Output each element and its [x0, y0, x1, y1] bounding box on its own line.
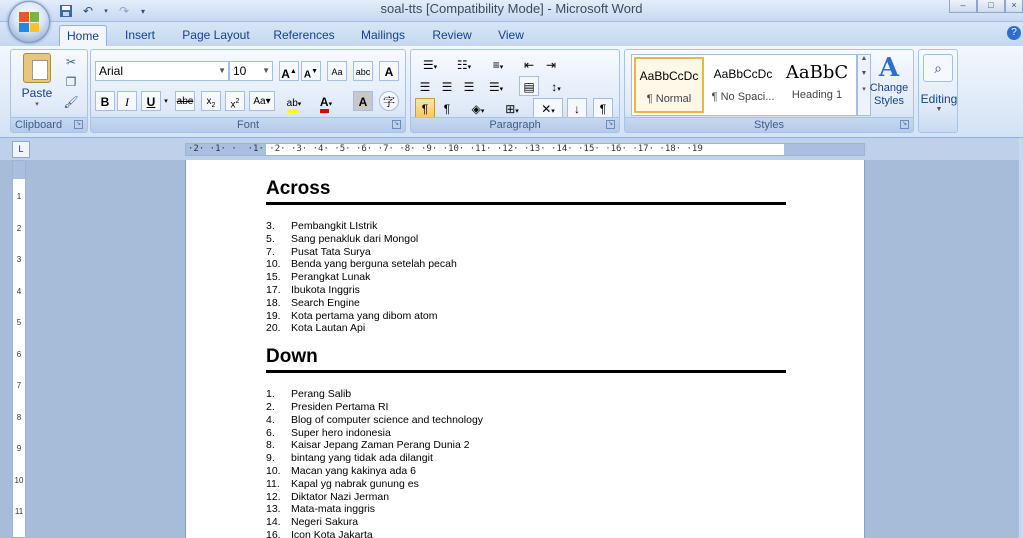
- vertical-scrollbar[interactable]: [1019, 138, 1023, 538]
- clue-text: Sang penakluk dari Mongol: [291, 232, 419, 245]
- chevron-down-icon[interactable]: ▼: [860, 70, 868, 77]
- clue-number: 16.: [266, 528, 281, 538]
- clue-number: 5.: [266, 232, 275, 245]
- maximize-button[interactable]: □: [977, 0, 1005, 13]
- more-styles-icon[interactable]: ▾: [862, 86, 866, 93]
- font-launcher-icon[interactable]: ↘: [393, 121, 400, 127]
- vertical-ruler-number: 4: [16, 286, 22, 296]
- superscript-button[interactable]: $x^2$: [225, 91, 245, 111]
- tab-home[interactable]: Home: [59, 25, 107, 46]
- cut-icon[interactable]: ✂: [65, 55, 77, 69]
- clue-number: 2.: [266, 400, 275, 413]
- style-normal[interactable]: [634, 57, 704, 113]
- styles-group-label: Styles: [625, 117, 913, 132]
- ruler-numbers: ·2· ·1· · ·1· ·2· ·3· ·4· ·5· ·6· ·7· ·8· ·9· ·10· ·11· ·12· ·13· ·14· ·15· ·16· ·17· ·18· ·19: [188, 144, 703, 154]
- clue-text: Kapal yg nabrak gunung es: [291, 477, 419, 490]
- numbering-icon[interactable]: ☷▾: [456, 58, 472, 72]
- bold-button[interactable]: B: [95, 91, 115, 111]
- justify-icon[interactable]: ☰▾: [488, 80, 504, 94]
- vertical-ruler-number: 10: [14, 475, 24, 485]
- window-controls: [949, 0, 1023, 13]
- clue-text: bintang yang tidak ada dilangit: [291, 452, 433, 465]
- style-no-spacing[interactable]: [708, 57, 778, 113]
- align-center-icon[interactable]: ☰: [441, 80, 453, 94]
- list-item: [266, 491, 786, 504]
- style-name: Heading 1: [791, 89, 843, 101]
- ltr-direction-icon[interactable]: ¶: [415, 98, 435, 118]
- paste-label: Paste: [21, 86, 53, 100]
- phonetic-guide-icon[interactable]: abc: [353, 61, 373, 81]
- clue-text: Negeri Sakura: [291, 516, 359, 529]
- style-sample: AaBbCcDc: [713, 67, 773, 81]
- align-right-icon[interactable]: ☰: [463, 80, 475, 94]
- clue-number: 19.: [266, 309, 281, 322]
- undo-dropdown-icon[interactable]: ▾: [104, 8, 108, 15]
- editing-group: [918, 49, 958, 133]
- list-item: [266, 452, 786, 465]
- list-item: [266, 297, 786, 310]
- clue-text: Diktator Nazi Jerman: [291, 490, 390, 503]
- clue-number: 18.: [266, 296, 281, 309]
- font-size-combo[interactable]: [229, 61, 273, 81]
- underline-dropdown-icon[interactable]: ▾: [164, 98, 168, 105]
- clue-text: Ibukota Inggris: [291, 283, 360, 296]
- style-sample: AaBbCcDc: [639, 69, 699, 83]
- tab-selector[interactable]: L: [12, 141, 30, 158]
- document-content: [266, 177, 786, 538]
- distributed-icon[interactable]: ▤: [519, 76, 539, 96]
- change-styles-label-1: Change: [869, 82, 909, 94]
- clue-number: 8.: [266, 439, 275, 452]
- highlight-color-icon[interactable]: ab▾: [281, 91, 307, 111]
- font-color-icon[interactable]: A▾: [313, 91, 339, 111]
- list-item: [266, 388, 786, 401]
- style-sample: AaBbC: [785, 62, 849, 83]
- title-bar: [0, 0, 1023, 22]
- list-item: [266, 439, 786, 452]
- bullets-icon[interactable]: ☰▾: [422, 58, 438, 72]
- font-name-value: Arial: [99, 64, 124, 78]
- help-icon[interactable]: ?: [1007, 26, 1021, 40]
- line-spacing-icon[interactable]: ↕▾: [551, 80, 561, 94]
- clue-text: Blog of computer science and technology: [291, 413, 484, 426]
- paste-dropdown-icon: ▾: [35, 101, 39, 108]
- style-name: ¶ No Spaci...: [711, 91, 775, 103]
- horizontal-ruler[interactable]: [185, 143, 865, 156]
- horizontal-ruler-row: [0, 138, 1023, 160]
- clue-text: Mata-mata inggris: [291, 503, 376, 516]
- clue-number: 15.: [266, 271, 281, 284]
- clue-text: Presiden Pertama RI: [291, 400, 389, 413]
- clue-number: 7.: [266, 245, 275, 258]
- down-heading: Down: [266, 345, 786, 373]
- clue-text: Kota pertama yang dibom atom: [291, 309, 438, 322]
- vertical-ruler-number: 9: [16, 444, 22, 453]
- list-item: [266, 414, 786, 427]
- styles-gallery: [631, 54, 857, 116]
- shading-icon[interactable]: ◈▾: [471, 102, 485, 116]
- font-size-value: 10: [233, 64, 247, 78]
- chevron-up-icon[interactable]: ▲: [860, 55, 868, 62]
- styles-group: [624, 49, 914, 133]
- clipboard-launcher-icon[interactable]: ↘: [75, 121, 82, 127]
- paste-icon: [23, 53, 51, 83]
- list-item: [266, 233, 786, 246]
- clue-text: Super hero indonesia: [291, 426, 391, 439]
- decrease-indent-icon[interactable]: ⇤: [523, 58, 535, 72]
- top-margin-area: [13, 161, 25, 179]
- list-item: [266, 220, 786, 233]
- chevron-down-icon: ▼: [262, 66, 270, 75]
- customize-icon[interactable]: ▾: [140, 6, 145, 16]
- close-button[interactable]: ×: [1005, 0, 1023, 13]
- clue-number: 12.: [266, 490, 281, 503]
- list-item: [266, 427, 786, 440]
- redo-icon[interactable]: ↷: [118, 4, 130, 18]
- enclose-characters-icon[interactable]: 字: [379, 91, 399, 111]
- copy-icon[interactable]: ❐: [65, 75, 77, 89]
- clue-number: 13.: [266, 503, 281, 516]
- window-title: soal-tts [Compatibility Mode] - Microsoft Word: [380, 1, 643, 16]
- list-item: [266, 401, 786, 414]
- clue-text: Benda yang berguna setelah pecah: [291, 258, 457, 271]
- vertical-ruler-numbers: [13, 181, 25, 528]
- vertical-ruler[interactable]: [12, 160, 26, 538]
- clipboard-group: [10, 49, 88, 133]
- clue-text: Search Engine: [291, 296, 360, 309]
- office-logo-icon: [19, 12, 39, 32]
- format-painter-icon[interactable]: 🖌: [63, 95, 79, 109]
- across-heading: Across: [266, 177, 786, 205]
- tab-references[interactable]: References: [273, 28, 335, 42]
- paragraph-group: [410, 49, 620, 133]
- clue-text: Perang Salib: [291, 388, 352, 401]
- clue-number: 3.: [266, 220, 275, 232]
- paragraph-launcher-icon[interactable]: ↘: [607, 121, 614, 127]
- right-margin-area: [784, 144, 864, 155]
- style-heading-1[interactable]: [782, 57, 852, 113]
- office-button[interactable]: [8, 1, 50, 43]
- font-name-combo[interactable]: [95, 61, 229, 81]
- clue-number: 6.: [266, 426, 275, 439]
- across-list: [266, 220, 786, 335]
- strikethrough-button[interactable]: abe: [175, 91, 195, 111]
- underline-button[interactable]: U: [141, 91, 161, 111]
- clipboard-group-label: Clipboard: [11, 117, 87, 132]
- tab-review[interactable]: Review: [432, 28, 472, 42]
- list-item: [266, 478, 786, 491]
- vertical-ruler-number: 2: [16, 223, 22, 233]
- clue-text: Pusat Tata Surya: [291, 245, 371, 258]
- clue-number: 11.: [266, 477, 280, 490]
- list-item: [266, 284, 786, 297]
- font-group-label: Font: [91, 117, 405, 132]
- list-item: [266, 503, 786, 516]
- clue-number: 4.: [266, 413, 275, 426]
- asian-layout-icon[interactable]: ✕▾: [533, 98, 563, 118]
- binoculars-icon[interactable]: ⌕: [923, 54, 953, 82]
- borders-icon[interactable]: ⊞▾: [505, 102, 519, 116]
- list-item: [266, 258, 786, 271]
- italic-button[interactable]: I: [117, 91, 137, 111]
- show-hide-icon[interactable]: ¶: [593, 98, 613, 118]
- vertical-ruler-number: 1: [16, 192, 22, 201]
- paragraph-group-label: Paragraph: [411, 117, 619, 132]
- clue-text: Perangkat Lunak: [291, 271, 371, 284]
- list-item: [266, 529, 786, 538]
- ribbon: [0, 46, 1023, 138]
- clue-text: Macan yang kakinya ada 6: [291, 464, 416, 477]
- clue-text: Kaisar Jepang Zaman Perang Dunia 2: [291, 439, 470, 452]
- vertical-ruler-number: 8: [16, 412, 22, 422]
- tab-insert[interactable]: Insert: [124, 28, 155, 42]
- list-item: [266, 516, 786, 529]
- list-item: [266, 310, 786, 323]
- change-styles-button[interactable]: [869, 54, 909, 116]
- down-list: [266, 388, 786, 538]
- multilevel-list-icon[interactable]: ≡▾: [492, 58, 504, 72]
- clue-number: 14.: [266, 516, 281, 529]
- clue-text: Kota Lautan Api: [291, 322, 366, 335]
- ribbon-tabs: [0, 22, 1023, 46]
- list-item: [266, 465, 786, 478]
- tab-view[interactable]: View: [498, 28, 524, 42]
- align-left-icon[interactable]: ☰: [419, 80, 431, 94]
- character-border-icon[interactable]: A: [379, 61, 399, 81]
- tab-mailings[interactable]: Mailings: [360, 28, 405, 42]
- paste-button[interactable]: [17, 53, 57, 109]
- clue-number: 9.: [266, 452, 275, 465]
- editing-button[interactable]: Editing: [920, 92, 958, 106]
- quick-access-toolbar: [58, 2, 148, 20]
- vertical-ruler-number: 6: [16, 349, 22, 359]
- chevron-down-icon: ▼: [218, 66, 226, 75]
- increase-indent-icon[interactable]: ⇥: [545, 58, 557, 72]
- sort-icon[interactable]: ↓: [567, 98, 587, 118]
- vertical-ruler-number: 11: [14, 507, 24, 516]
- change-case-button[interactable]: Aa▾: [249, 91, 275, 111]
- clue-number: 10.: [266, 464, 281, 477]
- subscript-button[interactable]: $x_2$: [201, 91, 221, 111]
- change-styles-label-2: Styles: [874, 95, 904, 107]
- style-name: ¶ Normal: [646, 93, 692, 105]
- chevron-down-icon: ▼: [935, 106, 943, 113]
- clue-text: Icon Kota Jakarta: [291, 528, 373, 538]
- list-item: [266, 271, 786, 284]
- character-shading-icon[interactable]: A: [353, 91, 373, 111]
- undo-icon[interactable]: ↶: [82, 4, 94, 18]
- clear-formatting-icon[interactable]: Aa: [327, 61, 347, 81]
- clue-number: 10.: [266, 258, 281, 271]
- shrink-font-icon[interactable]: A▼: [301, 61, 321, 81]
- tab-page-layout[interactable]: Page Layout: [182, 28, 250, 42]
- font-group: [90, 49, 406, 133]
- vertical-ruler-number: 5: [16, 318, 22, 327]
- styles-launcher-icon[interactable]: ↘: [901, 121, 908, 127]
- clue-number: 20.: [266, 322, 281, 335]
- change-styles-icon: A: [878, 53, 900, 83]
- save-icon[interactable]: [58, 3, 74, 19]
- clue-text: Pembangkit LIstrik: [291, 220, 378, 232]
- document-page[interactable]: [185, 160, 865, 538]
- list-item: [266, 246, 786, 259]
- vertical-ruler-number: 7: [16, 381, 22, 390]
- minimize-button[interactable]: –: [949, 0, 977, 13]
- list-item: [266, 322, 786, 335]
- vertical-ruler-number: 3: [16, 255, 22, 264]
- rtl-direction-icon[interactable]: ¶: [443, 102, 451, 116]
- grow-font-icon[interactable]: A▲: [279, 61, 299, 81]
- clue-number: 17.: [266, 283, 281, 296]
- clue-number: 1.: [266, 388, 275, 401]
